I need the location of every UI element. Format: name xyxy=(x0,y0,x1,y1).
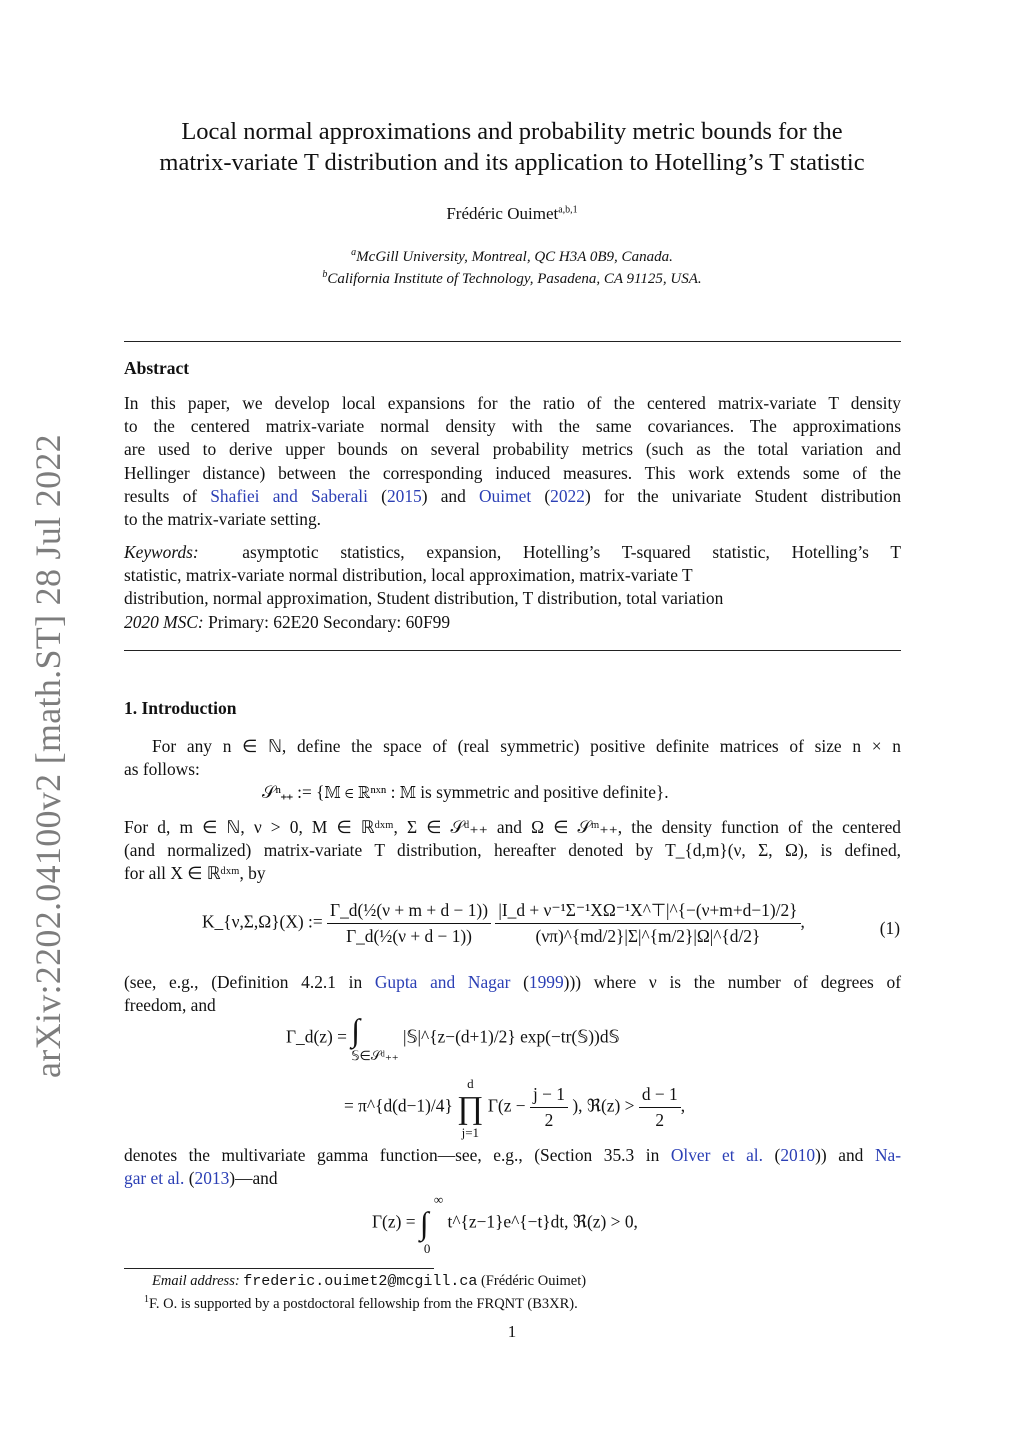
text-line xyxy=(124,971,901,994)
text: results of xyxy=(124,485,211,506)
text: )—and xyxy=(229,1168,278,1189)
fraction xyxy=(530,1084,568,1131)
keywords-line: distribution, normal approximation, Student distribution, T distribution, total variation xyxy=(124,588,724,609)
citation-year-link[interactable]: 1999 xyxy=(528,972,564,992)
equation-multivariate-gamma-product xyxy=(344,1074,685,1141)
equation-lhs: K_{ν,Σ,Ω}(X) := xyxy=(202,911,323,932)
author-marks: a,b,1 xyxy=(558,204,578,216)
citation-year-link[interactable]: 2010 xyxy=(780,1145,816,1165)
text: ( xyxy=(510,972,529,992)
text: denotes the multivariate gamma function—see, e.g., (Section 35.3 in xyxy=(124,1145,671,1165)
fraction xyxy=(495,900,800,947)
abstract-line: Hellinger distance) between the corresponding induced measures. This work extends some of the xyxy=(124,462,901,483)
integral-lower-limit: 0 xyxy=(423,1241,431,1257)
fraction xyxy=(327,900,491,947)
footnote-email xyxy=(124,1273,586,1290)
text-line xyxy=(124,1167,901,1190)
text: ))) where ν is the number of degrees of xyxy=(563,972,902,992)
citation-year-link[interactable]: 2022 xyxy=(550,485,585,506)
email-link[interactable]: frederic.ouimet2@mcgill.ca xyxy=(243,1273,478,1290)
equation-lhs: Γ_d(z) = xyxy=(286,1026,347,1047)
paper-title xyxy=(110,116,914,178)
integral-subscript: 𝕊∈𝒮ᵈ₊₊ xyxy=(351,1048,399,1063)
msc-label: 2020 MSC: xyxy=(124,611,204,632)
abstract-line: In this paper, we develop local expansions for the ratio of the centered matrix-variate T density xyxy=(124,393,901,413)
numerator: Γ_d(½(ν + m + d − 1)) xyxy=(330,900,488,920)
text: )) and xyxy=(815,1145,875,1165)
citation-link-gupta[interactable]: Gupta and Nagar xyxy=(374,972,511,992)
product-lower-limit: j=1 xyxy=(461,1125,480,1141)
citation-year-link[interactable]: 2015 xyxy=(386,485,422,506)
citation-link-nagar-cont[interactable]: gar et al. xyxy=(124,1168,185,1189)
abstract-line: to the matrix-variate setting. xyxy=(124,509,322,530)
section-heading-introduction: 1. Introduction xyxy=(124,698,237,718)
equation-punct: , xyxy=(800,911,805,932)
footnote-rule xyxy=(124,1268,434,1269)
equation-1-density xyxy=(202,900,805,947)
affiliation-text: California Institute of Technology, Pasadena, CA 91125, USA. xyxy=(327,271,702,287)
integral-symbol: ∫ xyxy=(351,1012,361,1048)
keywords-label: Keywords: xyxy=(124,542,199,562)
text-line: (and normalized) matrix-variate T distribution, hereafter denoted by T_{d,m}(ν, Σ, Ω), is defined, xyxy=(124,840,901,861)
text: asymptotic statistics, expansion, Hotelling’s T-squared statistic, Hotelling’s T xyxy=(242,542,902,562)
numerator: |I_d + ν⁻¹Σ⁻¹XΩ⁻¹X^⊤|^{−(ν+m+d−1)/2} xyxy=(498,900,798,920)
abstract-bottom-rule xyxy=(124,650,901,651)
denominator: 2 xyxy=(530,1107,568,1131)
affiliation-mark: a xyxy=(351,247,357,258)
intro-paragraph-4 xyxy=(124,1144,901,1190)
integral-group xyxy=(420,1190,443,1257)
keywords-block xyxy=(124,541,901,634)
citation-link-olver[interactable]: Olver et al. xyxy=(670,1145,763,1165)
fraction xyxy=(639,1084,681,1131)
denominator: (νπ)^{md/2}|Σ|^{m/2}|Ω|^{d/2} xyxy=(495,923,800,947)
equation-multivariate-gamma xyxy=(286,1014,620,1063)
text: ) and xyxy=(421,485,479,506)
product-upper-limit: d xyxy=(467,1076,474,1091)
text: (see, e.g., (Definition 4.2.1 in xyxy=(124,972,375,992)
text: ( xyxy=(184,1168,195,1189)
citation-link-ouimet[interactable]: Ouimet xyxy=(479,485,532,506)
author-name: Frédéric Ouimet xyxy=(446,204,559,223)
email-owner: (Frédéric Ouimet) xyxy=(480,1273,587,1289)
abstract-heading: Abstract xyxy=(124,358,190,378)
product-group xyxy=(457,1074,483,1141)
equation-punct: , xyxy=(680,1095,686,1116)
integral-symbol: ∫ xyxy=(419,1205,429,1242)
title-line-1: Local normal approximations and probability metric bounds for the xyxy=(181,118,843,145)
denominator: 2 xyxy=(639,1107,681,1131)
affiliation-text: McGill University, Montreal, QC H3A 0B9, Canada. xyxy=(356,249,673,265)
text-line: for all X ∈ ℝᵈˣᵐ, by xyxy=(124,863,266,884)
text-line: as follows: xyxy=(124,759,200,780)
integral-group xyxy=(351,1014,398,1063)
text: ( xyxy=(367,485,387,506)
equation-gamma-function xyxy=(372,1190,638,1257)
numerator: d − 1 xyxy=(641,1083,678,1104)
abstract-line xyxy=(124,485,901,508)
affiliation-b xyxy=(110,264,914,290)
equation-lhs: Γ(z) = xyxy=(372,1211,416,1232)
text: ( xyxy=(762,1145,781,1165)
abstract-body xyxy=(124,392,901,531)
footnote-mark: 1 xyxy=(144,1294,149,1305)
affiliation-mark: b xyxy=(322,269,328,280)
abstract-top-rule xyxy=(124,341,901,342)
email-label: Email address: xyxy=(152,1273,240,1289)
integral-upper-limit: ∞ xyxy=(433,1192,444,1207)
intro-paragraph-1 xyxy=(124,735,901,781)
text-line: For d, m ∈ ℕ, ν > 0, M ∈ ℝᵈˣᵐ, Σ ∈ 𝒮ᵈ₊₊ and Ω ∈ 𝒮ᵐ₊₊, the density function of the centered xyxy=(124,817,901,837)
text-line: For any n ∈ ℕ, define the space of (real symmetric) positive definite matrices of size n × n xyxy=(152,736,901,756)
text-line: freedom, and xyxy=(124,995,216,1016)
citation-link-shafiei[interactable]: Shafiei and Saberali xyxy=(210,485,368,506)
equation-number: (1) xyxy=(879,918,900,938)
text: ) for the univariate Student distribution xyxy=(584,485,902,506)
denominator: Γ_d(½(ν + d − 1)) xyxy=(327,923,491,947)
equation-space-definition: 𝒮ⁿ₊₊ := {𝕄 ∈ ℝⁿˣⁿ : 𝕄 is symmetric and positive definite}. xyxy=(262,782,669,802)
text: ( xyxy=(531,485,551,506)
citation-year-link[interactable]: 2013 xyxy=(194,1168,230,1189)
numerator: j − 1 xyxy=(532,1083,565,1104)
footnote-1 xyxy=(124,1294,578,1313)
product-symbol: ∏ xyxy=(457,1089,484,1126)
footnote-text: F. O. is supported by a postdoctoral fellowship from the FRQNT (B3XR). xyxy=(149,1295,578,1312)
title-line-2: matrix-variate T distribution and its application to Hotelling’s T statistic xyxy=(159,149,865,176)
arxiv-stamp-text: arXiv:2202.04100v2 [math.ST] 28 Jul 2022 xyxy=(28,434,68,1078)
abstract-line: to the centered matrix-variate normal density with the same covariances. The approximations xyxy=(124,416,901,437)
intro-paragraph-2 xyxy=(124,816,901,886)
equation-part: ), ℜ(z) > xyxy=(572,1095,635,1116)
intro-paragraph-3 xyxy=(124,971,901,1017)
equation-part: = π^{d(d−1)/4} xyxy=(344,1095,453,1116)
author-line xyxy=(110,204,914,224)
page-number: 1 xyxy=(507,1322,517,1341)
citation-link-nagar[interactable]: Na- xyxy=(874,1145,902,1165)
equation-part: Γ(z − xyxy=(487,1095,526,1116)
msc-line xyxy=(124,611,901,634)
equation-rhs: t^{z−1}e^{−t}dt, ℜ(z) > 0, xyxy=(447,1211,638,1232)
text-line xyxy=(124,1144,901,1167)
abstract-line: are used to derive upper bounds on several probability metrics (such as the total variation and xyxy=(124,439,901,460)
equation-rhs: |𝕊|^{z−(d+1)/2} exp(−tr(𝕊))d𝕊 xyxy=(403,1026,620,1047)
keywords-line: statistic, matrix-variate normal distribution, local approximation, matrix-variate T xyxy=(124,565,693,586)
keywords-line xyxy=(124,541,901,564)
msc-text: Primary: 62E20 Secondary: 60F99 xyxy=(208,611,451,632)
